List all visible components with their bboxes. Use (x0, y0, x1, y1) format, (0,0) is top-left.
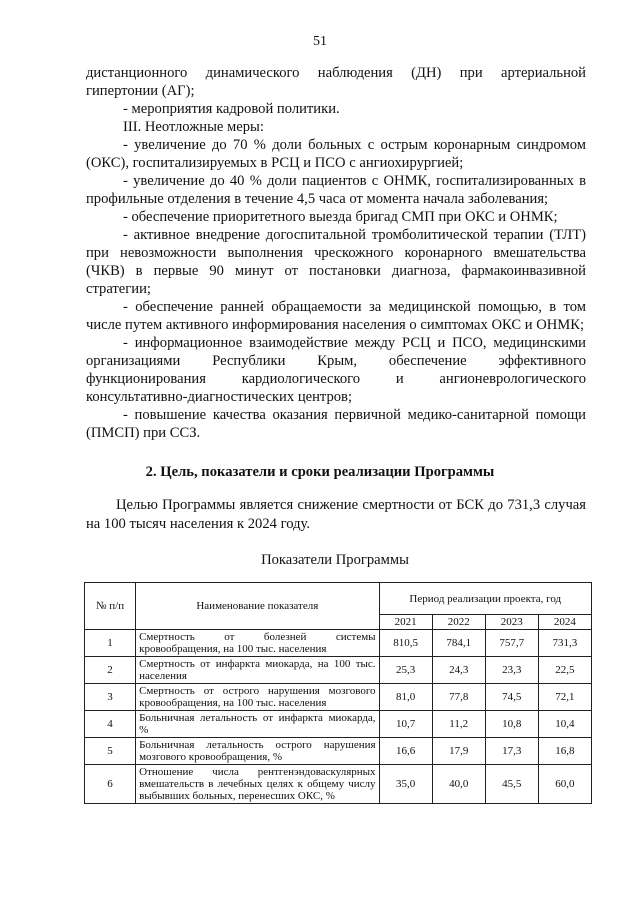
row-value: 45,5 (485, 765, 538, 804)
row-value: 60,0 (538, 765, 591, 804)
row-value: 25,3 (379, 657, 432, 684)
row-num: 6 (85, 765, 136, 804)
row-value: 17,3 (485, 738, 538, 765)
table-row (85, 738, 592, 765)
table-row (85, 657, 592, 684)
header-year: 2024 (538, 615, 591, 630)
indicators-table (84, 582, 592, 804)
row-value: 40,0 (432, 765, 485, 804)
paragraph: - увеличение до 40 % доли пациентов с ОНМК, госпитализированных в профильные отделения в течение 4,5 часа от момента начала заболевания; (86, 173, 586, 207)
row-name: Больничная летальность от инфаркта миокарда, % (136, 711, 379, 738)
paragraph: - увеличение до 70 % доли больных с острым коронарным синдромом (ОКС), госпитализируемых в РСЦ и ПСО с ангиохирургией; (86, 137, 586, 171)
header-year: 2021 (379, 615, 432, 630)
row-value: 784,1 (432, 630, 485, 657)
row-num: 4 (85, 711, 136, 738)
table-caption: Показатели Программы (261, 552, 409, 568)
row-name: Смертность от острого нарушения мозгового кровообращения, на 100 тыс. населения (136, 684, 379, 711)
row-value: 81,0 (379, 684, 432, 711)
table-row (85, 630, 592, 657)
goal-paragraph: Целью Программы является снижение смертности от БСК до 731,3 случая на 100 тысяч населения к 2024 году. (86, 497, 586, 532)
header-year: 2022 (432, 615, 485, 630)
row-value: 22,5 (538, 657, 591, 684)
row-value: 10,8 (485, 711, 538, 738)
header-year: 2023 (485, 615, 538, 630)
row-num: 5 (85, 738, 136, 765)
header-period: Период реализации проекта, год (379, 583, 591, 615)
row-value: 731,3 (538, 630, 591, 657)
row-value: 10,4 (538, 711, 591, 738)
row-num: 3 (85, 684, 136, 711)
section-heading: 2. Цель, показатели и сроки реализации Программы (145, 464, 495, 480)
row-value: 23,3 (485, 657, 538, 684)
row-value: 74,5 (485, 684, 538, 711)
body-text (86, 64, 586, 442)
header-name: Наименование показателя (136, 583, 379, 630)
paragraph: - обеспечение ранней обращаемости за медицинской помощью, в том числе путем активного информирования населения о симптомах ОКС и ОНМК; (86, 299, 586, 333)
page-number: 51 (313, 34, 327, 49)
row-name: Смертность от инфаркта миокарда, на 100 тыс. населения (136, 657, 379, 684)
row-value: 24,3 (432, 657, 485, 684)
paragraph: III. Неотложные меры: (123, 119, 264, 135)
table-row (85, 711, 592, 738)
row-value: 17,9 (432, 738, 485, 765)
paragraph: - информационное взаимодействие между РСЦ и ПСО, медицинскими организациями Республики Крым, обеспечение эффективного функционирования кардиологического и ангионеврологического консультативно-диагностических центров; (86, 335, 586, 405)
row-name: Смертность от болезней системы кровообращения, на 100 тыс. населения (136, 630, 379, 657)
row-num: 2 (85, 657, 136, 684)
row-name: Отношение числа рентгенэндоваскулярных вмешательств в лечебных целях к общему числу выбывших больных, перенесших ОКС, % (136, 765, 379, 804)
paragraph: - обеспечение приоритетного выезда бригад СМП при ОКС и ОНМК; (123, 209, 558, 225)
row-value: 810,5 (379, 630, 432, 657)
table-row (85, 684, 592, 711)
row-value: 35,0 (379, 765, 432, 804)
paragraph: - активное внедрение догоспитальной тромболитической терапии (ТЛТ) при невозможности выполнения чрескожного коронарного вмешательства (ЧКВ) в первые 90 минут от постановки диагноза, фармакоинвазивной стратегии; (86, 227, 586, 297)
table-row (85, 765, 592, 804)
row-name: Больничная летальность острого нарушения мозгового кровообращения, % (136, 738, 379, 765)
row-value: 11,2 (432, 711, 485, 738)
row-num: 1 (85, 630, 136, 657)
row-value: 72,1 (538, 684, 591, 711)
row-value: 757,7 (485, 630, 538, 657)
header-num: № п/п (85, 583, 136, 630)
paragraph: дистанционного динамического наблюдения (ДН) при артериальной гипертонии (АГ); (86, 65, 586, 99)
row-value: 77,8 (432, 684, 485, 711)
paragraph: - повышение качества оказания первичной медико-санитарной помощи (ПМСП) при ССЗ. (86, 407, 586, 441)
row-value: 16,8 (538, 738, 591, 765)
row-value: 10,7 (379, 711, 432, 738)
paragraph: - мероприятия кадровой политики. (123, 101, 340, 117)
row-value: 16,6 (379, 738, 432, 765)
